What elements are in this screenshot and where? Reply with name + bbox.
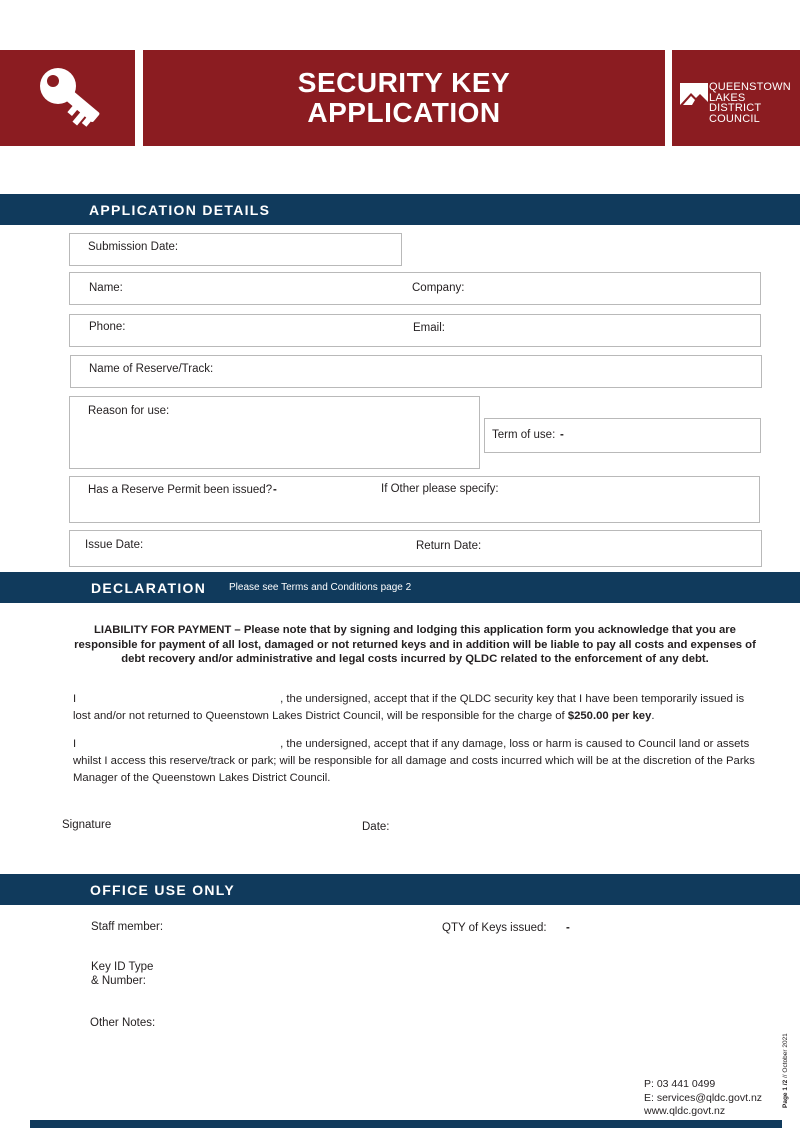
staff-member-input[interactable]	[170, 914, 410, 938]
declaration-paragraph-1	[73, 691, 763, 725]
term-of-use-label: Term of use:	[492, 429, 556, 441]
return-date-label: Return Date:	[416, 540, 482, 552]
name-label: Name:	[89, 282, 123, 294]
key-charge-amount: $250.00 per key	[567, 710, 652, 722]
issue-return-date-field[interactable]	[69, 530, 762, 567]
application-details-bar	[0, 194, 800, 225]
name-company-field[interactable]	[69, 272, 761, 305]
declaration-1-i: I	[73, 693, 77, 705]
title-banner	[143, 50, 665, 146]
other-notes-input[interactable]	[160, 1012, 630, 1062]
staff-member-label: Staff member:	[91, 921, 164, 933]
reserve-track-label: Name of Reserve/Track:	[89, 363, 214, 375]
key-icon-panel	[0, 50, 135, 146]
contact-email[interactable]: E: services@qldc.govt.nz	[644, 1091, 763, 1104]
reserve-permit-field[interactable]	[69, 476, 760, 523]
reason-for-use-field[interactable]	[69, 396, 480, 469]
logo-line-1: QUEENSTOWN	[709, 81, 791, 93]
council-logo	[672, 50, 800, 146]
office-use-bar	[0, 874, 800, 905]
reserve-permit-label: Has a Reserve Permit been issued?	[88, 484, 273, 496]
phone-email-field[interactable]	[69, 314, 761, 347]
page-number	[782, 1033, 789, 1108]
company-label: Company:	[412, 282, 465, 294]
term-of-use-value: -	[560, 429, 564, 441]
declaration-2-text: , the undersigned, accept that if any damage, loss or harm is caused to Council land or assets whilst I access this reserve/track or park; will be responsible for all damage and costs incurred which will be at the discretion of the Parks Manager of the Queenstown Lakes District Council.	[73, 738, 755, 784]
terms-note: Please see Terms and Conditions page 2	[229, 582, 412, 593]
contact-website[interactable]: www.qldc.govt.nz	[644, 1105, 726, 1117]
declaration-1-text: , the undersigned, accept that if the QLDC security key that I have been temporarily issued is lost and/or not returned to Queenstown Lakes District Council, will be responsible for the charge of	[73, 693, 745, 722]
signature-input[interactable]	[120, 810, 340, 834]
logo-text	[709, 82, 800, 124]
key-icon	[0, 50, 135, 146]
page-title	[298, 68, 510, 128]
key-id-line-2: & Number:	[91, 975, 146, 987]
reason-for-use-label: Reason for use:	[88, 405, 170, 417]
reserve-track-field[interactable]	[70, 355, 762, 388]
declaration-paragraph-2	[73, 736, 763, 787]
submission-date-label: Submission Date:	[88, 241, 179, 253]
email-label: Email:	[413, 322, 445, 334]
key-id-label	[91, 960, 153, 988]
office-use-heading: OFFICE USE ONLY	[90, 882, 236, 898]
signature-label: Signature	[62, 819, 112, 831]
issue-date-label: Issue Date:	[85, 539, 144, 551]
declaration-date-label: Date:	[362, 821, 390, 833]
title-line-1: SECURITY KEY	[297, 67, 511, 98]
declaration-bar	[0, 572, 800, 603]
application-details-heading: APPLICATION DETAILS	[89, 202, 271, 218]
page-date: // October 2021	[782, 1033, 789, 1080]
contact-phone: P: 03 441 0499	[644, 1078, 716, 1090]
declaration-1-end: .	[651, 710, 655, 722]
key-id-input[interactable]	[160, 958, 660, 992]
qty-keys-select[interactable]: -	[566, 922, 570, 934]
declaration-2-i: I	[73, 738, 77, 750]
declaration-date-input[interactable]	[394, 812, 594, 836]
liability-statement: LIABILITY FOR PAYMENT – Please note that by signing and lodging this application form you acknowledge that you are responsible for payment of all lost, damaged or not returned keys and in addition will be liable to pay all costs and expenses of debt recovery and/or administrative and legal costs incurred by QLDC related to the enforcement of any debt.	[74, 624, 756, 666]
qty-keys-label: QTY of Keys issued:	[442, 922, 547, 934]
logo-line-2: LAKES DISTRICT	[709, 91, 762, 114]
reserve-permit-value: -	[273, 484, 277, 496]
declaration-heading: DECLARATION	[91, 580, 207, 596]
phone-label: Phone:	[89, 321, 126, 333]
term-of-use-select[interactable]	[484, 418, 761, 453]
title-line-2: APPLICATION	[307, 97, 501, 128]
other-notes-label: Other Notes:	[90, 1017, 156, 1029]
footer-bar	[30, 1120, 782, 1128]
key-id-line-1: Key ID Type	[91, 961, 154, 973]
other-specify-label: If Other please specify:	[381, 483, 499, 495]
mountain-logo-icon	[680, 83, 708, 111]
contact-details	[644, 1078, 762, 1119]
logo-line-3: COUNCIL	[709, 112, 760, 125]
page-number-bold: Page 1 /2	[782, 1079, 789, 1108]
submission-date-field[interactable]	[69, 233, 402, 266]
